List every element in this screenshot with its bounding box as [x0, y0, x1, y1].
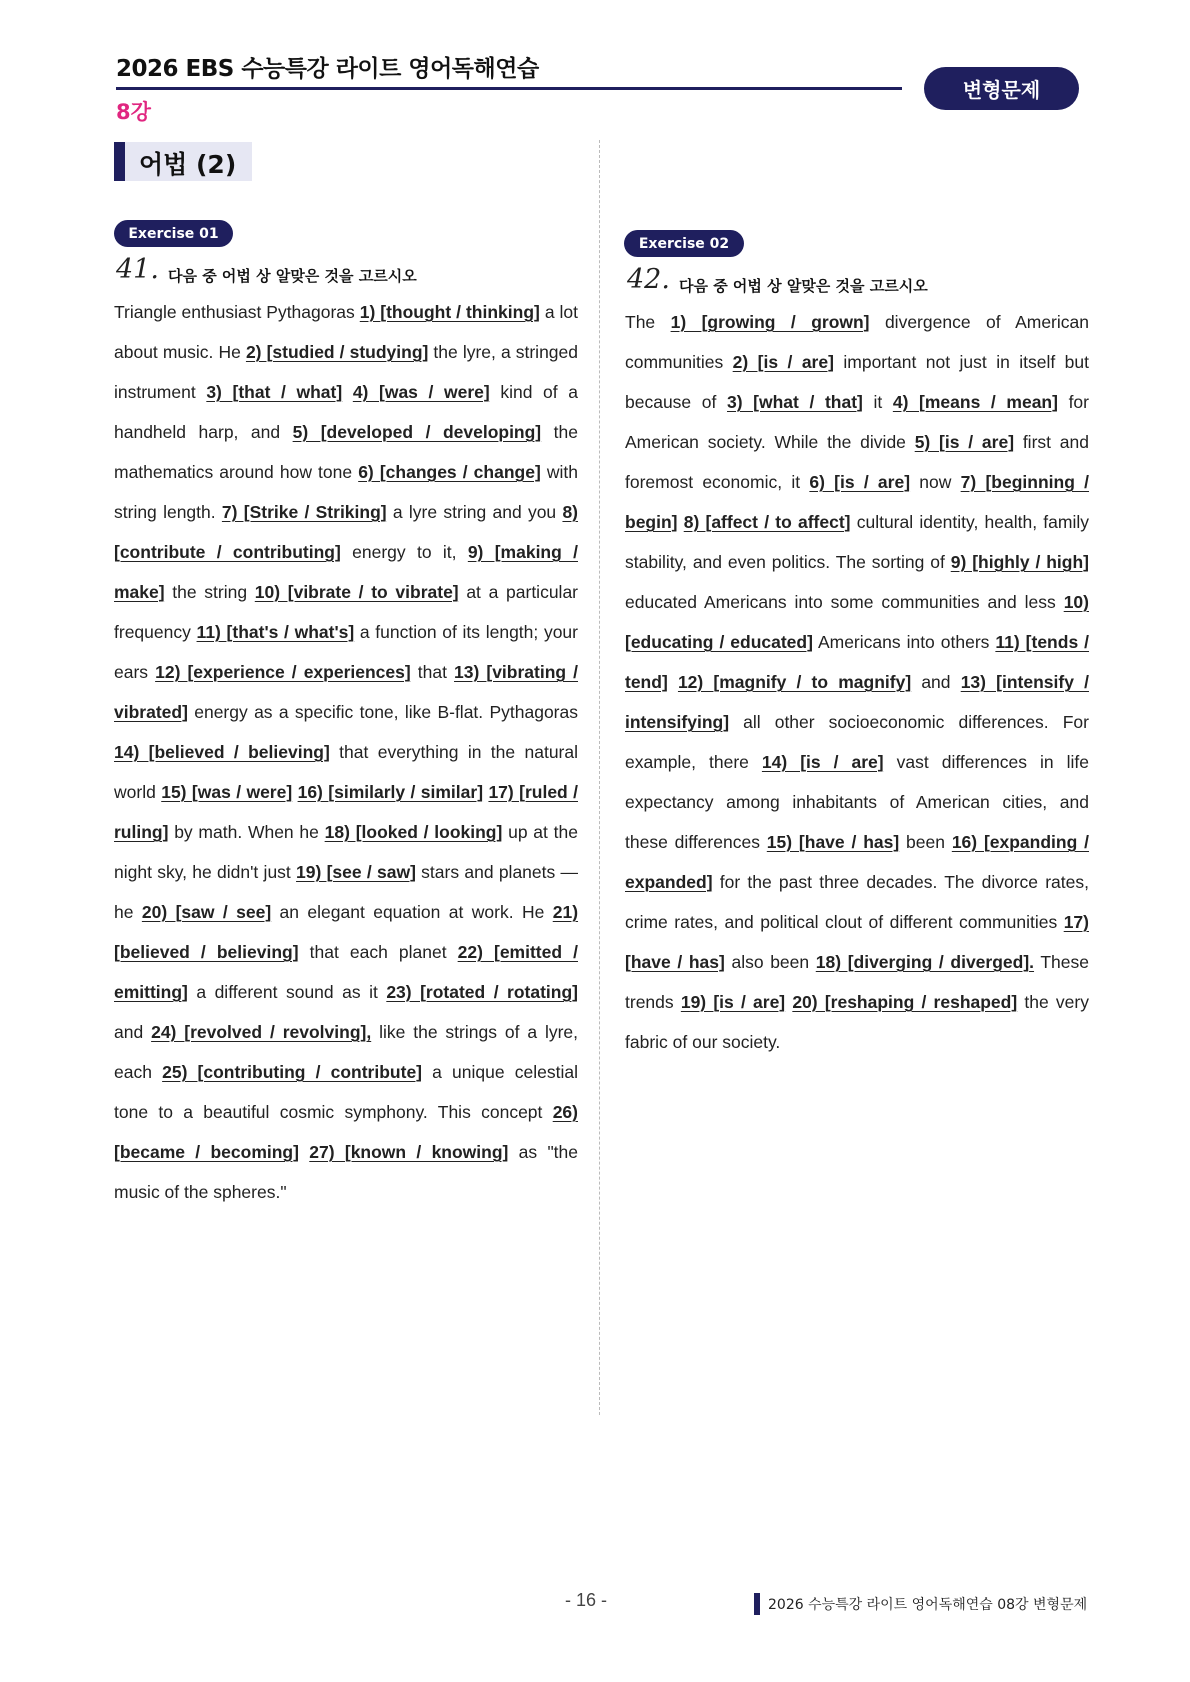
grammar-choice: 19) [see / saw] — [296, 862, 416, 882]
grammar-choice: 5) [developed / developing] — [292, 422, 542, 442]
grammar-choice: 6) [is / are] — [809, 472, 911, 492]
footer-bar — [754, 1593, 760, 1615]
passage-text: at a particular frequency — [114, 582, 578, 642]
grammar-choice: 4) [was / were] — [352, 382, 490, 402]
grammar-choice: 3) [what / that] — [727, 392, 863, 412]
grammar-choice: 15) [have / has] — [766, 832, 900, 852]
passage-text: cultural identity, health, family stability, and even politics. The sorting of — [625, 512, 1089, 572]
grammar-choice: 8) [affect / to affect] — [683, 512, 851, 532]
section-heading-bar — [114, 142, 125, 181]
passage-text — [668, 672, 678, 692]
passage-text — [299, 1142, 309, 1162]
passage-text: a unique celestial tone to a beautiful cosmic symphony. This concept — [114, 1062, 578, 1122]
question-41-instruction: 다음 중 어법 상 알맞은 것을 고르시오 — [168, 267, 417, 285]
grammar-choice: 8) [contribute / contributing] — [114, 502, 579, 562]
grammar-choice: 17) [have / has] — [625, 912, 1089, 972]
passage-text: that — [410, 662, 455, 682]
grammar-choice: 4) [means / mean] — [892, 392, 1058, 412]
passage-text: and — [114, 1022, 152, 1042]
page-number: - 16 - — [565, 1590, 608, 1610]
exercise-02-passage — [625, 302, 1089, 1062]
section-heading — [114, 142, 252, 181]
passage-text: energy to it, — [340, 542, 468, 562]
grammar-choice: 5) [is / are] — [914, 432, 1015, 452]
grammar-choice: 2) [studied / studying] — [245, 342, 429, 362]
grammar-choice: 6) [changes / change] — [358, 462, 541, 482]
grammar-choice: 9) [highly / high] — [950, 552, 1089, 572]
grammar-choice: 12) [experience / experiences] — [155, 662, 411, 682]
passage-text: first and foremost economic, it — [625, 432, 1089, 492]
passage-text: a lyre string and you — [386, 502, 563, 522]
passage-text: for the past three decades. The divorce rates, crime rates, and political clout of different communities — [625, 872, 1089, 932]
grammar-choice: 13) [intensify / intensifying] — [625, 672, 1089, 732]
grammar-choice: 9) [making / make] — [114, 542, 578, 602]
grammar-choice: 10) [educating / educated] — [625, 592, 1089, 652]
question-42-instruction: 다음 중 어법 상 알맞은 것을 고르시오 — [679, 277, 928, 295]
grammar-choice: 23) [rotated / rotating] — [386, 982, 578, 1002]
passage-text: the mathematics around how tone — [114, 422, 578, 482]
passage-text: and — [911, 672, 961, 692]
question-42-number: 42. — [627, 264, 670, 295]
passage-text: now — [910, 472, 961, 492]
grammar-choice: 21) [believed / believing] — [114, 902, 579, 962]
lesson-label: 8강 — [116, 100, 151, 124]
exercise-01-passage — [114, 292, 578, 1212]
passage-text: that each planet — [298, 942, 458, 962]
passage-text: energy as a specific tone, like B-flat. Pythagoras — [187, 702, 578, 722]
footer-text: 2026 수능특강 라이트 영어독해연습 08강 변형문제 — [768, 1597, 1088, 1613]
passage-text: The — [625, 312, 671, 332]
grammar-choice: 20) [reshaping / reshaped] — [792, 992, 1018, 1012]
passage-text: been — [899, 832, 952, 852]
grammar-choice: 15) [was / were] — [161, 782, 293, 802]
passage-text: also been — [724, 952, 816, 972]
document-title: 2026 EBS 수능특강 라이트 영어독해연습 — [116, 56, 539, 82]
grammar-choice: 1) [thought / thinking] — [359, 302, 540, 322]
column-divider — [599, 140, 600, 1415]
passage-text: Triangle enthusiast Pythagoras — [114, 302, 360, 322]
passage-text: that everything in the natural world — [114, 742, 578, 802]
passage-text: vast differences in life expectancy among inhabitants of American cities, and these differences — [625, 752, 1089, 852]
grammar-choice: 13) [vibrating / vibrated] — [114, 662, 579, 722]
passage-text: Americans into others — [812, 632, 996, 652]
passage-text: a different sound as it — [187, 982, 387, 1002]
grammar-choice: 12) [magnify / to magnify] — [677, 672, 912, 692]
grammar-choice: 24) [revolved / revolving], — [151, 1022, 372, 1042]
passage-text: the string — [164, 582, 255, 602]
grammar-choice: 3) [that / what] — [206, 382, 343, 402]
grammar-choice: 16) [similarly / similar] — [297, 782, 484, 802]
grammar-choice: 11) [tends / tend] — [625, 632, 1090, 692]
question-41-number: 41. — [116, 254, 159, 285]
grammar-choice: 18) [looked / looking] — [324, 822, 503, 842]
grammar-choice: 10) [vibrate / to vibrate] — [254, 582, 459, 602]
passage-text: These trends — [625, 952, 1089, 1012]
exercise-01-badge: Exercise 01 — [114, 220, 233, 247]
grammar-choice: 17) [ruled / ruling] — [114, 782, 578, 842]
exercise-02-badge: Exercise 02 — [624, 230, 744, 257]
grammar-choice: 27) [known / knowing] — [309, 1142, 509, 1162]
passage-text: an elegant equation at work. He — [271, 902, 553, 922]
passage-text: all other socioeconomic differences. For example, there — [625, 712, 1089, 772]
passage-text: important not just in itself but because of — [625, 352, 1089, 412]
category-badge: 변형문제 — [924, 67, 1079, 110]
grammar-choice: 11) [that's / what's] — [196, 622, 355, 642]
grammar-choice: 16) [expanding / expanded] — [625, 832, 1089, 892]
grammar-choice: 14) [believed / believing] — [114, 742, 330, 762]
passage-text: as "the music of the spheres." — [114, 1142, 579, 1202]
passage-text: it — [862, 392, 893, 412]
passage-text: for American society. While the divide — [625, 392, 1089, 452]
passage-text: educated Americans into some communities and less — [625, 592, 1064, 612]
passage-text: like the strings of a lyre, each — [114, 1022, 579, 1082]
passage-text: a function of its length; your ears — [114, 622, 578, 682]
grammar-choice: 18) [diverging / diverged]. — [815, 952, 1035, 972]
passage-text: kind of a handheld harp, and — [114, 382, 578, 442]
passage-text — [342, 382, 353, 402]
passage-text: the lyre, a stringed instrument — [114, 342, 579, 402]
grammar-choice: 25) [contributing / contribute] — [162, 1062, 423, 1082]
footer — [754, 1592, 1087, 1616]
grammar-choice: 20) [saw / see] — [141, 902, 272, 922]
passage-text: up at the night sky, he didn't just — [114, 822, 578, 882]
passage-text: divergence of American communities — [625, 312, 1089, 372]
grammar-choice: 7) [beginning / begin] — [625, 472, 1090, 532]
passage-text: stars and planets — he — [114, 862, 579, 922]
grammar-choice: 7) [Strike / Striking] — [221, 502, 387, 522]
grammar-choice: 2) [is / are] — [732, 352, 834, 372]
header-rule — [116, 87, 902, 90]
section-heading-text: 어법 (2) — [139, 150, 237, 179]
grammar-choice: 1) [growing / grown] — [670, 312, 870, 332]
grammar-choice: 19) [is / are] — [680, 992, 786, 1012]
grammar-choice: 22) [emitted / emitting] — [114, 942, 578, 1002]
passage-text: with string length. — [114, 462, 578, 522]
passage-text: by math. When he — [168, 822, 325, 842]
passage-text: the very fabric of our society. — [625, 992, 1089, 1052]
passage-text: a lot about music. He — [114, 302, 578, 362]
grammar-choice: 26) [became / becoming] — [114, 1102, 578, 1162]
grammar-choice: 14) [is / are] — [761, 752, 884, 772]
